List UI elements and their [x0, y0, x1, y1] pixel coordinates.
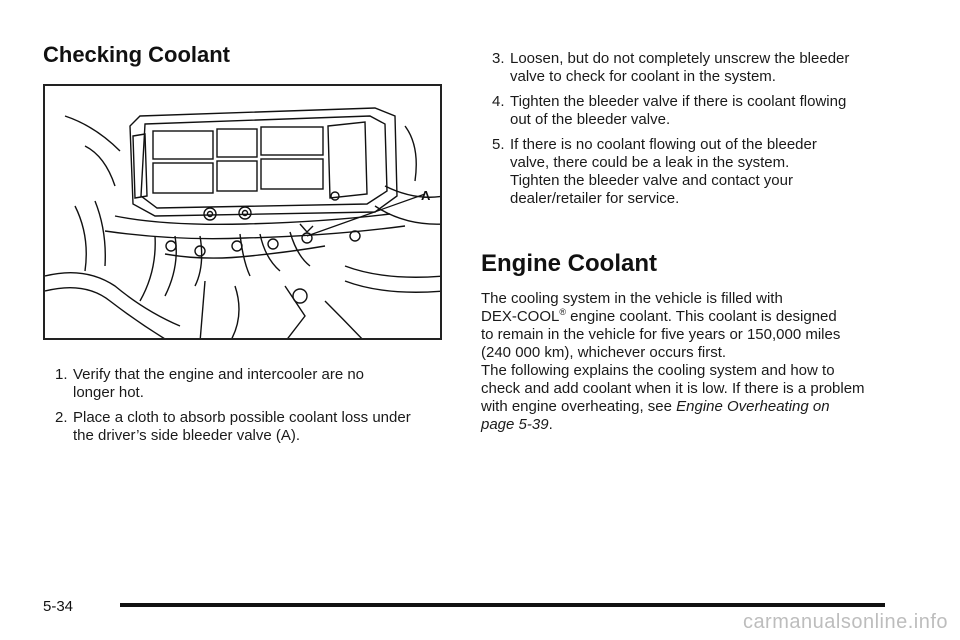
step-text: Place a cloth to absorb possible coolant loss under [73, 409, 411, 426]
callout-label-a: A [421, 188, 431, 203]
step-text: longer hot. [73, 384, 144, 401]
steps-list-left [44, 366, 464, 452]
watermark: carmanualsonline.info [742, 611, 948, 633]
step-text: Tighten the bleeder valve if there is coolant flowing [510, 93, 847, 110]
step-text: valve to check for coolant in the system. [510, 68, 776, 85]
list-item [44, 366, 464, 402]
paragraph-line: (240 000 km), whichever occurs first. [481, 344, 727, 361]
paragraph-line: The following explains the cooling system and how to [481, 362, 835, 379]
paragraph-text: with engine overheating, see [481, 398, 677, 415]
cross-reference-link[interactable]: page 5-39 [481, 416, 549, 433]
step-text: out of the bleeder valve. [510, 111, 671, 128]
coolant-paragraph [481, 290, 901, 362]
engine-coolant-title: Engine Coolant [481, 250, 657, 277]
step-text: the driver’s side bleeder valve (A). [73, 427, 301, 444]
step-text: Loosen, but do not completely unscrew the bleeder [510, 50, 850, 67]
registered-mark: ® [559, 307, 566, 317]
step-text: If there is no coolant flowing out of the bleeder [510, 136, 817, 153]
page-number: 5-34 [43, 598, 74, 615]
list-item [44, 409, 464, 445]
engine-illustration [43, 84, 442, 340]
step-number: 1. [55, 366, 68, 383]
paragraph-line: check and add coolant when it is low. If there is a problem [481, 380, 865, 397]
paragraph-line: to remain in the vehicle for five years or 150,000 miles [481, 326, 841, 343]
step-text: dealer/retailer for service. [510, 190, 680, 207]
step-number: 5. [492, 136, 505, 153]
footer-rule [120, 603, 885, 607]
paragraph-text: . [548, 416, 553, 433]
paragraph-text: engine coolant. This coolant is designed [566, 308, 837, 325]
steps-list-right [481, 50, 901, 215]
list-item [481, 50, 901, 86]
paragraph-line: The cooling system in the vehicle is filled with [481, 290, 783, 307]
list-item [481, 136, 901, 208]
step-text: Verify that the engine and intercooler are no [73, 366, 365, 383]
paragraph-line [481, 416, 901, 434]
cooling-system-paragraph [481, 362, 901, 434]
step-text: valve, there could be a leak in the system. [510, 154, 790, 171]
section-title: Checking Coolant [43, 42, 231, 67]
list-item [481, 93, 901, 129]
step-number: 3. [492, 50, 505, 67]
cross-reference-link[interactable]: Engine Overheating on [676, 398, 830, 415]
step-text: Tighten the bleeder valve and contact your [510, 172, 793, 189]
dex-cool-text: DEX-COOL [481, 308, 560, 325]
step-number: 4. [492, 93, 505, 110]
paragraph-line [481, 398, 901, 416]
engine-drawing [45, 86, 442, 340]
paragraph-line [481, 308, 901, 326]
step-number: 2. [55, 409, 68, 426]
